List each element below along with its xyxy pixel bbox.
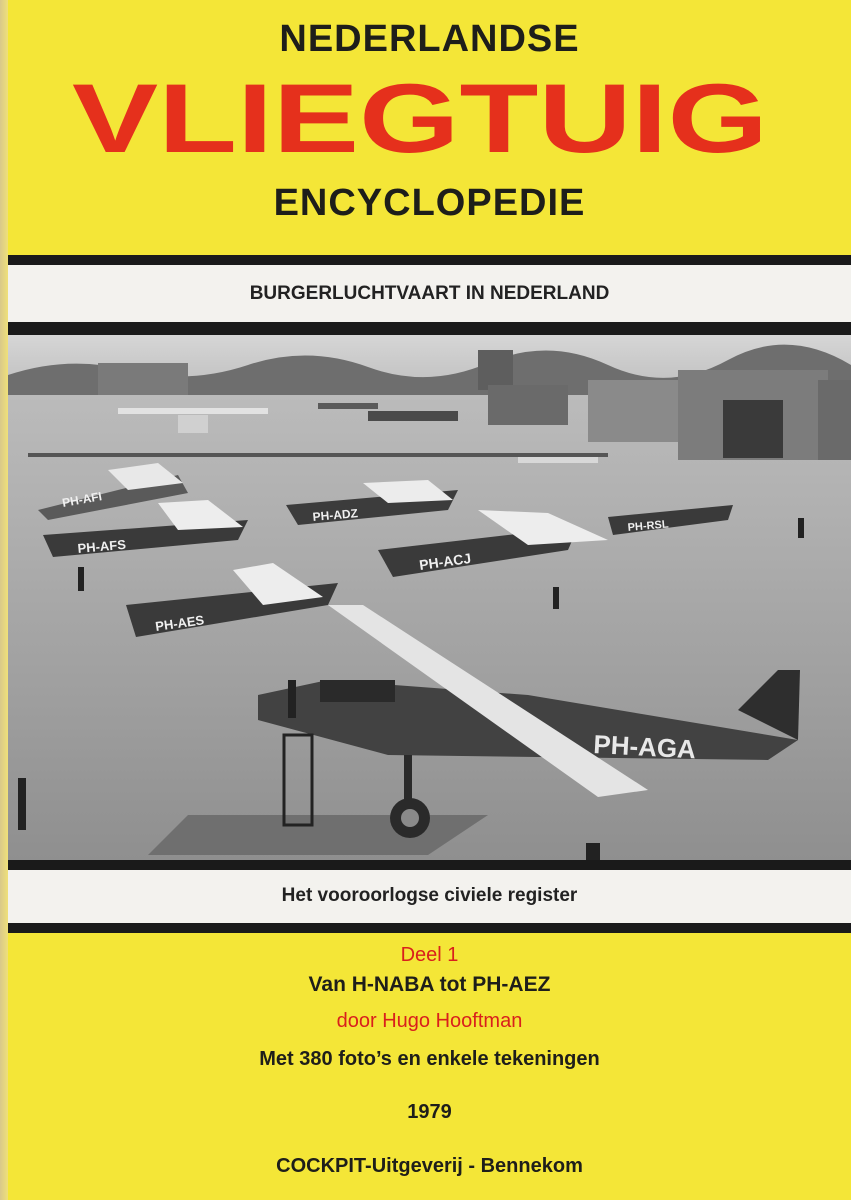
vliegtuig-logo-text: VLIEGTUIG	[72, 78, 768, 162]
title-bottom-line: ENCYCLOPEDIE	[273, 182, 586, 224]
divider-rule	[8, 860, 851, 870]
registration-label: PH-RSL	[627, 518, 670, 534]
registration-label: PH-AGA	[592, 729, 697, 765]
registration-label: PH-AFS	[76, 536, 127, 556]
author-line: door Hugo Hooftman	[336, 1010, 523, 1032]
registration-label: PH-AES	[154, 612, 206, 634]
divider-rule	[8, 923, 851, 933]
publication-year: 1979	[407, 1101, 452, 1123]
vliegtuig-logo	[70, 78, 770, 162]
publisher-line: COCKPIT-Uitgeverij - Bennekom	[276, 1155, 583, 1177]
contents-line: Met 380 foto’s en enkele tekeningen	[259, 1048, 600, 1070]
divider-rule	[8, 255, 851, 265]
hangar	[588, 380, 678, 442]
subtitle: BURGERLUCHTVAART IN NEDERLAND	[249, 283, 610, 304]
hangar-door	[723, 400, 783, 458]
registration-label: PH-ACJ	[418, 549, 473, 573]
divider-rule	[8, 322, 851, 335]
building	[818, 380, 851, 460]
volume-label: Deel 1	[400, 944, 459, 966]
registration-label: PH-AFI	[61, 489, 103, 510]
book-spine-edge	[0, 0, 8, 1200]
register-range: Van H-NABA tot PH-AEZ	[308, 973, 551, 996]
tower-building	[478, 350, 513, 390]
airfield-illustration	[8, 335, 851, 860]
photo-caption: Het vooroorlogse civiele register	[281, 885, 578, 906]
cover-photo-airfield	[8, 335, 851, 860]
registration-label: PH-ADZ	[312, 506, 359, 524]
building	[98, 363, 188, 395]
aircraft-shadow	[148, 815, 488, 855]
title-top-line: NEDERLANDSE	[279, 18, 580, 60]
fence	[28, 453, 608, 457]
building	[488, 385, 568, 425]
